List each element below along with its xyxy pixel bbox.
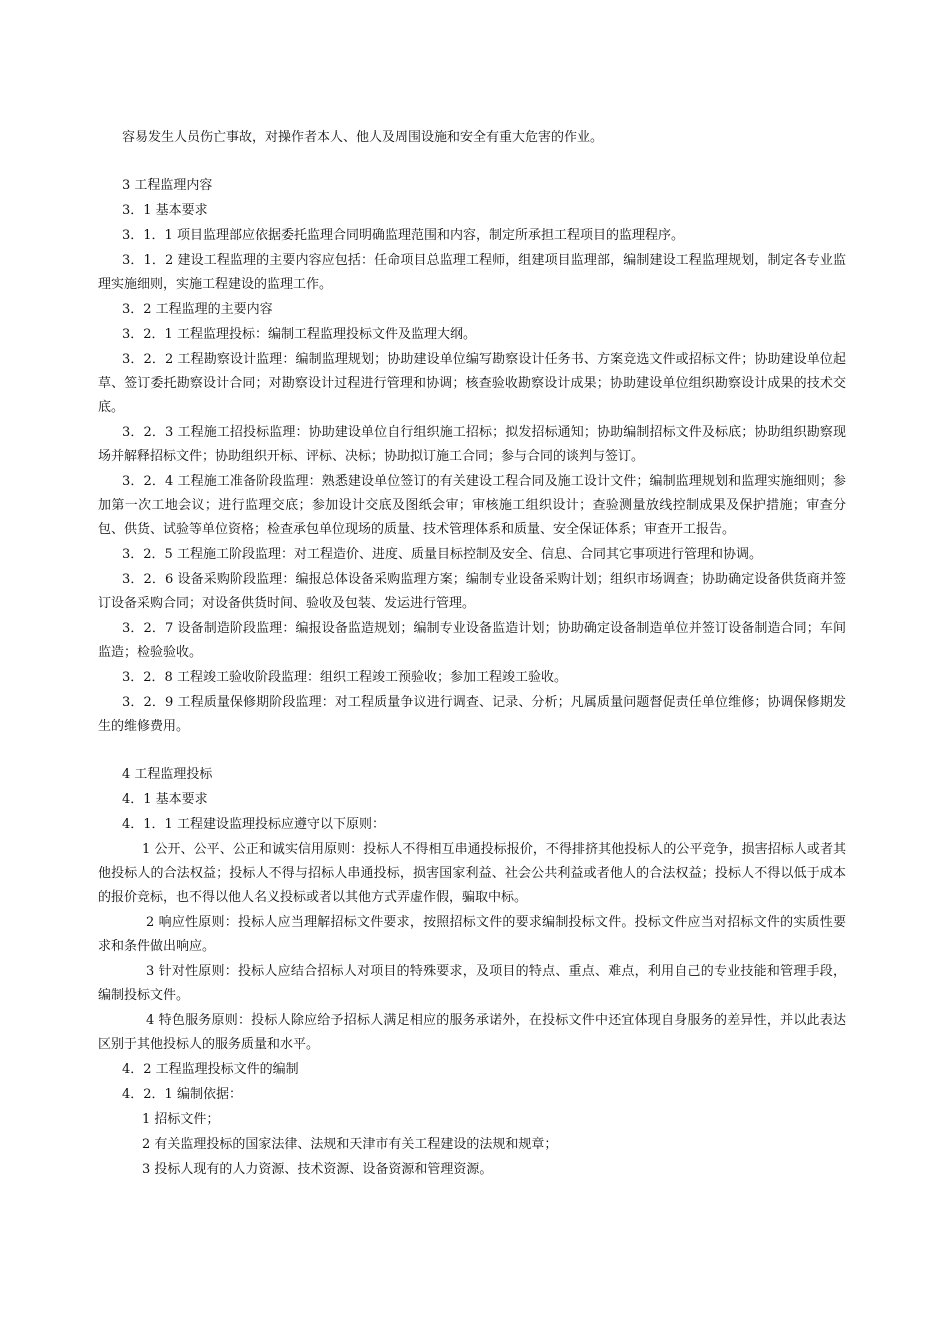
heading-3-2: 3．2 工程监理的主要内容 — [122, 302, 273, 317]
principle-4: 4 特色服务原则：投标人除应给予招标人满足相应的服务承诺外，在投标文件中还宜体现自身服务的差异性，并以此表达区别于其他投标人的服务质量和水平。 — [98, 1013, 846, 1052]
heading-3-1: 3．1 基本要求 — [122, 203, 208, 218]
heading-section-3: 3 工程监理内容 — [122, 178, 213, 193]
paragraph-hazard-definition: 容易发生人员伤亡事故，对操作者本人、他人及周围设施和安全有重大危害的作业。 — [122, 130, 604, 145]
basis-item-2: 2 有关监理投标的国家法律、法规和天津市有关工程建设的法规和规章； — [142, 1137, 558, 1152]
heading-section-4: 4 工程监理投标 — [122, 767, 213, 782]
clause-4-1-1: 4．1．1 工程建设监理投标应遵守以下原则： — [122, 817, 385, 832]
clause-3-2-8: 3．2．8 工程竣工验收阶段监理：组织工程竣工预验收；参加工程竣工验收。 — [122, 670, 567, 685]
principle-2: 2 响应性原则：投标人应当理解招标文件要求，按照招标文件的要求编制投标文件。投标文件应当对招标文件的实质性要求和条件做出响应。 — [98, 915, 846, 954]
clause-3-2-1: 3．2．1 工程监理投标：编制工程监理投标文件及监理大纲。 — [122, 327, 476, 342]
heading-4-1: 4．1 基本要求 — [122, 792, 208, 807]
clause-3-2-6: 3．2．6 设备采购阶段监理：编报总体设备采购监理方案；编制专业设备采购计划；组织市场调查；协助确定设备供货商并签订设备采购合同；对设备供货时间、验收及包装、发运进行管理。 — [98, 572, 846, 611]
basis-item-3: 3 投标人现有的人力资源、技术资源、设备资源和管理资源。 — [142, 1162, 493, 1177]
principle-1: 1 公开、公平、公正和诚实信用原则：投标人不得相互串通投标报价，不得排挤其他投标人的公平竞争，损害招标人或者其他投标人的合法权益；投标人不得与招标人串通投标，损害国家利益、社会公共利益或者他人的合法权益；投标人不得以低于成本的报价竞标，也不得以他人名义投标或者以其他方式弄虚作假，骗取中标。 — [98, 842, 846, 905]
clause-3-2-9: 3．2．9 工程质量保修期阶段监理：对工程质量争议进行调查、记录、分析；凡属质量问题督促责任单位维修；协调保修期发生的维修费用。 — [98, 695, 846, 734]
clause-3-1-1: 3．1．1 项目监理部应依据委托监理合同明确监理范围和内容，制定所承担工程项目的监理程序。 — [122, 228, 684, 243]
heading-4-2: 4．2 工程监理投标文件的编制 — [122, 1062, 299, 1077]
document-body — [98, 126, 846, 1183]
basis-item-1: 1 招标文件； — [142, 1112, 220, 1127]
section-spacer — [98, 740, 846, 763]
principle-3: 3 针对性原则：投标人应结合招标人对项目的特殊要求，及项目的特点、重点、难点，利用自己的专业技能和管理手段，编制投标文件。 — [98, 964, 846, 1003]
section-spacer — [98, 151, 846, 174]
clause-3-1-2: 3．1．2 建设工程监理的主要内容应包括：任命项目总监理工程师，组建项目监理部，编制建设工程监理规划，制定各专业监理实施细则，实施工程建设的监理工作。 — [98, 253, 846, 292]
clause-3-2-3: 3．2．3 工程施工招投标监理：协助建设单位自行组织施工招标；拟发招标通知；协助编制招标文件及标底；协助组织勘察现场并解释招标文件；协助组织开标、评标、决标；协助拟订施工合同；参与合同的谈判与签订。 — [98, 425, 846, 464]
clause-3-2-7: 3．2．7 设备制造阶段监理：编报设备监造规划；编制专业设备监造计划；协助确定设备制造单位并签订设备制造合同；车间监造；检验验收。 — [98, 621, 846, 660]
clause-3-2-2: 3．2．2 工程勘察设计监理：编制监理规划；协助建设单位编写勘察设计任务书、方案竞选文件或招标文件；协助建设单位起草、签订委托勘察设计合同；对勘察设计过程进行管理和协调；核查验收勘察设计成果；协助建设单位组织勘察设计成果的技术交底。 — [98, 352, 846, 415]
clause-3-2-4: 3．2．4 工程施工准备阶段监理：熟悉建设单位签订的有关建设工程合同及施工设计文件；编制监理规划和监理实施细则；参加第一次工地会议；进行监理交底；参加设计交底及图纸会审；审核施工组织设计；查验测量放线控制成果及保护措施；审查分包、供货、试验等单位资格；检查承包单位现场的质量、技术管理体系和质量、安全保证体系；审查开工报告。 — [98, 474, 846, 537]
clause-3-2-5: 3．2．5 工程施工阶段监理：对工程造价、进度、质量目标控制及安全、信息、合同其它事项进行管理和协调。 — [122, 547, 762, 562]
clause-4-2-1: 4．2．1 编制依据： — [122, 1087, 242, 1102]
